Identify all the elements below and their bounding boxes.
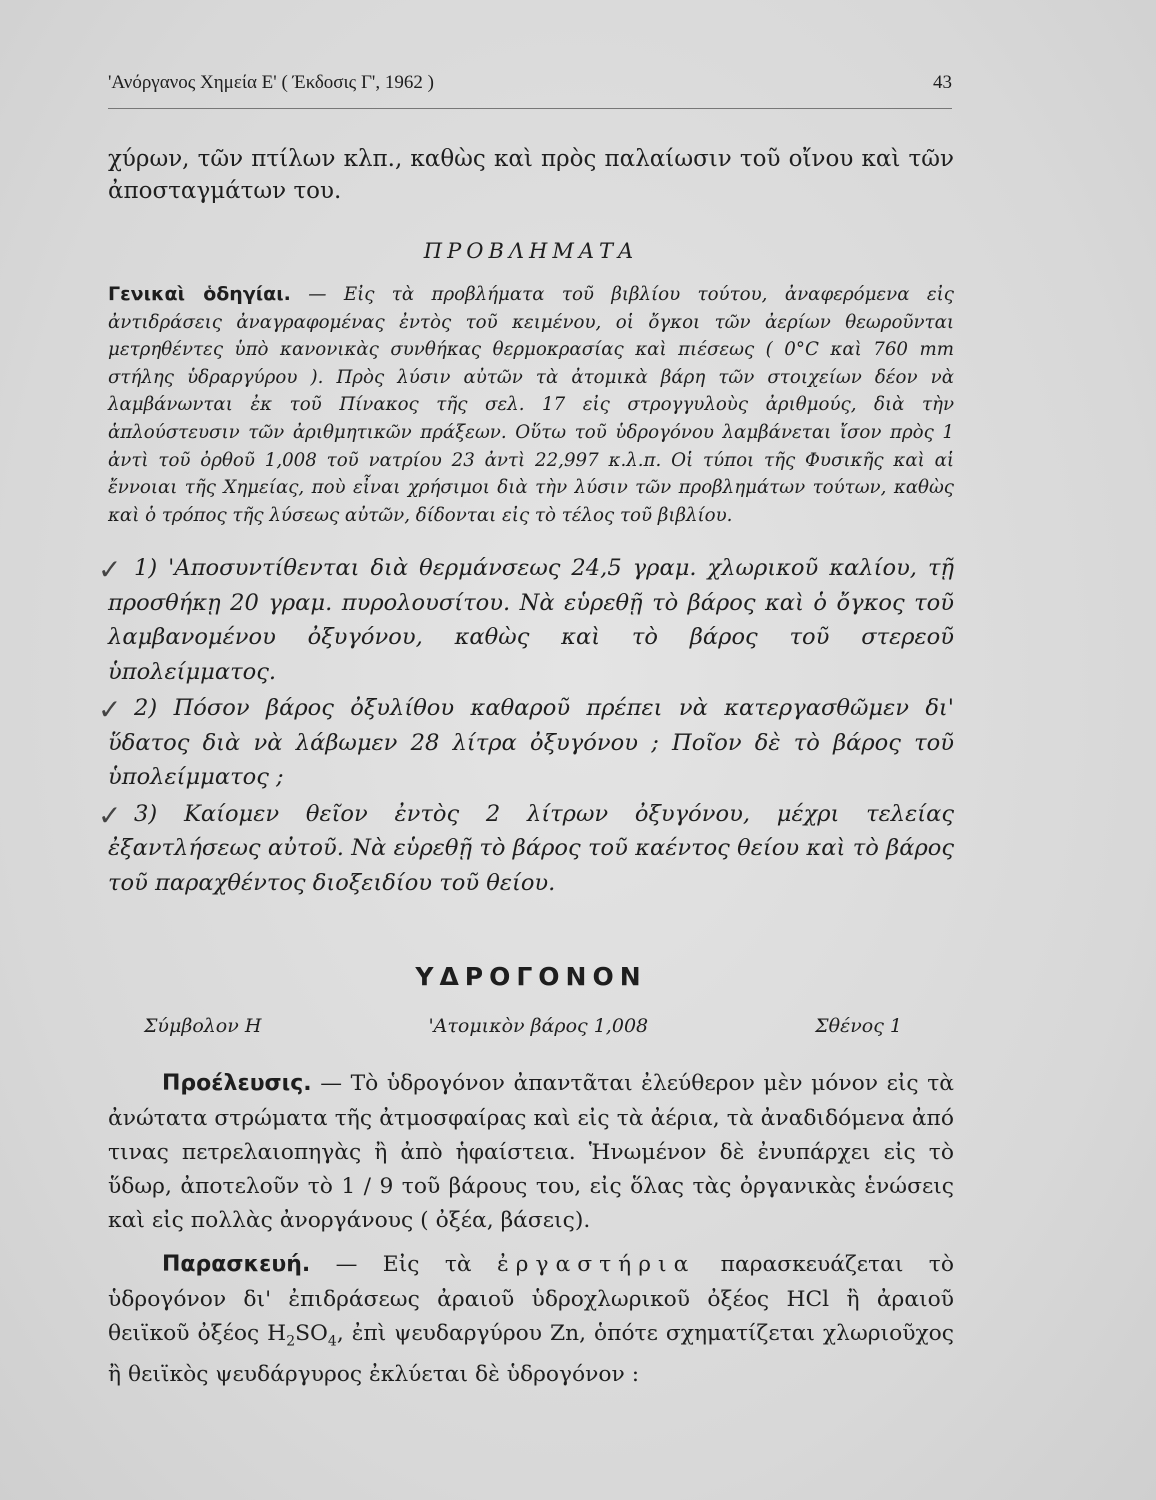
- problem-3: [98, 797, 954, 901]
- continuation-paragraph: χύρων, τῶν πτίλων κλπ., καθὼς καὶ πρὸς παλαίωσιν τοῦ οἴνου καὶ τῶν ἀποσταγμάτων του.: [108, 146, 954, 204]
- preparation-paragraph: [108, 1248, 954, 1392]
- problem-text: 'Αποσυντίθενται διὰ θερμάνσεως 24,5 γραμ. χλωρικοῦ καλίου, τῇ προσθήκῃ 20 γραμ. πυρολουσίτου. Νὰ εὑρεθῇ τὸ βάρος καὶ ὁ ὄγκος τοῦ λαμβανομένου ὀξυγόνου, καθὼς καὶ τὸ βάρος τοῦ στερεοῦ ὑπολείμματος.: [108, 555, 954, 685]
- problem-text: Πόσον βάρος ὀξυλίθου καθαροῦ πρέπει νὰ κατεργασθῶμεν δι' ὕδατος διὰ νὰ λάβωμεν 28 λίτρα ὀξυγόνου ; Ποῖον δὲ τὸ βάρος τοῦ ὑπολείμματος ;: [108, 695, 955, 791]
- preparation-spaced-word: ἐργαστήρια: [496, 1252, 696, 1278]
- header-rule: [108, 108, 952, 109]
- element-atomic-weight: 'Ατομικὸν βάρος 1,008: [428, 1015, 649, 1038]
- origin-lead: Προέλευσις.: [162, 1071, 312, 1097]
- hydrogen-title: ΥΔΡΟΓΟΝΟΝ: [415, 962, 647, 992]
- problems-title: ΠΡΟΒΛΗΜΑΤΑ: [423, 239, 639, 263]
- element-symbol: Σύμβολον Η: [144, 1015, 262, 1038]
- element-info: [108, 1015, 954, 1037]
- problem-1: [98, 551, 954, 689]
- problem-text: Καίομεν θεῖον ἐντὸς 2 λίτρων ὀξυγόνου, μέχρι τελείας ἐξαντλήσεως αὐτοῦ. Νὰ εὑρεθῇ τὸ βάρος τοῦ καέντος θείου καὶ τὸ βάρος τοῦ παραχθέντος διοξειδίου τοῦ θείου.: [108, 800, 954, 896]
- preparation-text-1: — Εἰς τὰ: [335, 1252, 472, 1278]
- instructions-text: — Εἰς τὰ προβλήματα τοῦ βιβλίου τούτου, ἀναφερόμενα εἰς ἀντιδράσεις ἀναγραφομένας ἐντὸς τοῦ κειμένου, οἱ ὄγκοι τῶν ἀερίων θεωροῦνται μετρηθέντες ὑπὸ κανονικὰς συνθήκας θερμοκρασίας καὶ πιέσεως ( 0°C καὶ 760 mm στήλης ὑδραργύρου ). Πρὸς λύσιν αὐτῶν τὰ ἀτομικὰ βάρη τῶν στοιχείων δέον νὰ λαμβάνωνται ἐκ τοῦ Πίνακος τῆς σελ. 17 εἰς στρογγυλοὺς ἀριθμούς, διὰ τὴν ἁπλούστευσιν τῶν ἀριθμητικῶν πράξεων. Οὕτω τοῦ ὑδρογόνου λαμβάνεται ἴσον πρὸς 1 ἀντὶ τοῦ ὀρθοῦ 1,008 τοῦ νατρίου 23 ἀντὶ 22,997 κ.λ.π. Οἱ τύποι τῆς Φυσικῆς καὶ αἱ ἔννοιαι τῆς Χημείας, ποὺ εἶναι χρήσιμοι διὰ τὴν λύσιν τῶν προβλημάτων τούτων, καθὼς καὶ ὁ τρόπος τῆς λύσεως αὐτῶν, δίδονται εἰς τὸ τέλος τοῦ βιβλίου.: [108, 284, 954, 526]
- subscript-2: 2: [286, 1333, 296, 1350]
- checkmark-icon: ✓: [98, 693, 122, 727]
- instructions-lead: Γενικαὶ ὁδηγίαι.: [108, 283, 291, 305]
- page-number: 43: [933, 72, 952, 93]
- formula-so: SO: [295, 1320, 328, 1346]
- origin-paragraph: [108, 1067, 954, 1238]
- running-title: 'Ανόργανος Χημεία Ε' ( Έκδοσις Γ', 1962 ): [108, 72, 434, 93]
- checkmark-icon: ✓: [98, 798, 122, 832]
- page-body: [98, 143, 955, 1393]
- problem-number: 3): [134, 800, 158, 827]
- element-valence: Σθένος 1: [815, 1015, 902, 1038]
- problem-number: 1): [134, 555, 158, 582]
- checkmark-icon: ✓: [98, 553, 122, 587]
- running-header: [108, 72, 952, 94]
- origin-text: — Τὸ ὑδρογόνον ἀπαντᾶται ἐλεύθερον μὲν μόνον εἰς τὰ ἀνώτατα στρώματα τῆς ἀτμοσφαίρας καὶ εἰς τὰ ἀέρια, τὰ ἀναδιδόμενα ἀπό τινας πετρελαιοπηγὰς ἢ ἀπὸ ἡφαίστεια. Ἡνωμένον δὲ ἐνυπάρχει εἰς τὸ ὕδωρ, ἀποτελοῦν τὸ 1 / 9 τοῦ βάρους του, εἰς ὅλας τὰς ὀργανικὰς ἑνώσεις καὶ εἰς πολλὰς ἀνοργάνους ( ὀξέα, βάσεις).: [108, 1071, 954, 1234]
- subscript-4: 4: [327, 1333, 337, 1350]
- general-instructions: [108, 281, 954, 529]
- preparation-text-3: , ἐπὶ ψευδαργύρου Zn, ὁπότε σχηματίζεται χλωριοῦχος ἢ θειϊκὸς ψευδάργυρος ἐκλύεται δὲ ὑδρογόνον :: [108, 1320, 955, 1388]
- problem-number: 2): [134, 695, 158, 722]
- problem-2: [98, 691, 955, 795]
- preparation-lead: Παρασκευή.: [162, 1252, 311, 1278]
- preparation-text-2: παρασκευάζεται τὸ ὑδρογόνον δι' ἐπιδράσεως ἀραιοῦ ὑδροχλωρικοῦ ὀξέος HCl ἢ ἀραιοῦ θειϊκοῦ ὀξέος H: [108, 1252, 954, 1346]
